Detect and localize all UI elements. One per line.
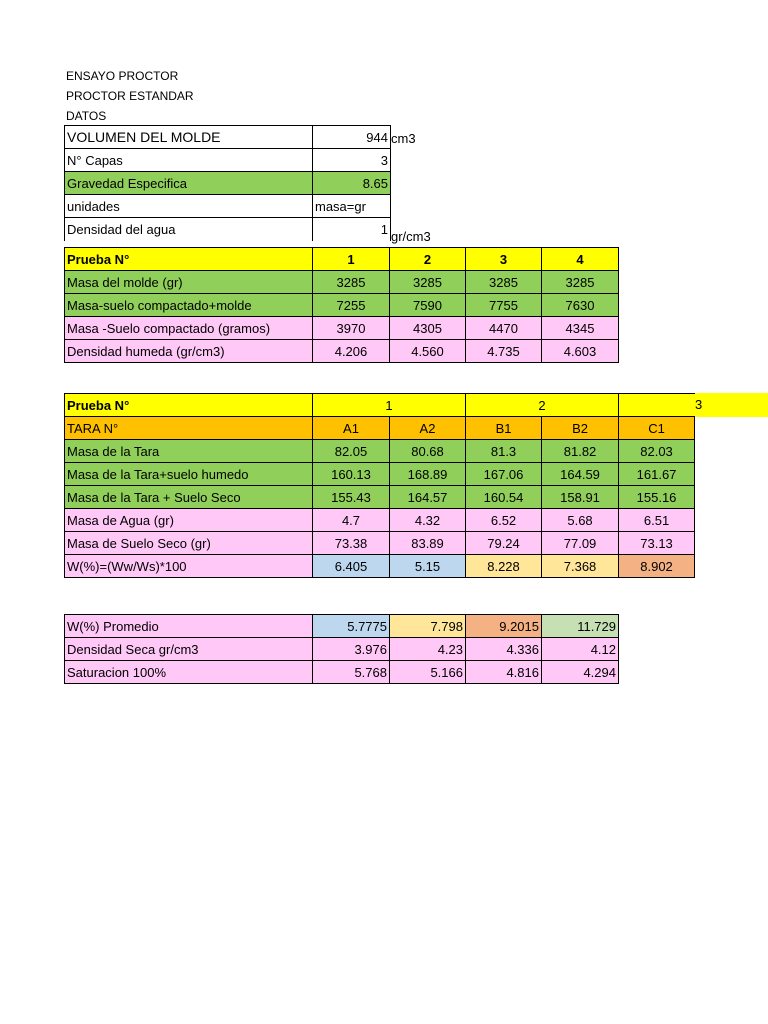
table-cell[interactable]: 167.06 [466, 463, 542, 486]
table-cell[interactable]: 3.976 [313, 638, 390, 661]
table-row [65, 486, 695, 509]
densidad-agua-value[interactable]: 1 [313, 218, 391, 241]
table-cell[interactable]: 82.05 [313, 440, 390, 463]
table-cell[interactable]: 82.03 [619, 440, 695, 463]
capas-value[interactable]: 3 [313, 149, 391, 172]
row-label[interactable]: Masa de la Tara+suelo humedo [65, 463, 313, 486]
row-label[interactable]: W(%)=(Ww/Ws)*100 [65, 555, 313, 578]
densidad-agua-unit: gr/cm3 [391, 229, 431, 244]
report-subtitle: PROCTOR ESTANDAR [66, 89, 194, 103]
table-cell[interactable]: 3285 [390, 271, 466, 294]
row-label[interactable]: Densidad Seca gr/cm3 [65, 638, 313, 661]
row-label[interactable]: Masa-suelo compactado+molde [65, 294, 313, 317]
densidad-agua-label[interactable]: Densidad del agua [65, 218, 313, 241]
table-cell[interactable]: 6.405 [313, 555, 390, 578]
table-cell[interactable]: 168.89 [390, 463, 466, 486]
datos-row-volumen [65, 126, 391, 149]
row-label[interactable]: Masa de Agua (gr) [65, 509, 313, 532]
table-cell[interactable]: 3285 [542, 271, 619, 294]
gravedad-value[interactable]: 8.65 [313, 172, 391, 195]
prueba-header-cell-3-text: 3 [695, 397, 703, 412]
summary-table [64, 614, 619, 684]
table-row [65, 509, 695, 532]
datos-row-gravedad [65, 172, 391, 195]
table-cell[interactable]: 4.603 [542, 340, 619, 363]
table-row [65, 440, 695, 463]
prueba-header-cell[interactable]: 2 [466, 394, 619, 417]
table-cell[interactable]: 4470 [466, 317, 542, 340]
prueba-header-cell[interactable]: 1 [313, 248, 390, 271]
row-label[interactable]: Masa de la Tara [65, 440, 313, 463]
prueba-header-label[interactable]: Prueba N° [65, 248, 313, 271]
table-cell[interactable]: 3285 [466, 271, 542, 294]
report-title: ENSAYO PROCTOR [66, 69, 179, 83]
table-cell[interactable]: 161.67 [619, 463, 695, 486]
volumen-value[interactable]: 944 [313, 126, 391, 149]
table-row [65, 317, 619, 340]
table-cell[interactable]: 83.89 [390, 532, 466, 555]
table-cell[interactable]: 160.54 [466, 486, 542, 509]
prueba-header-row [65, 248, 619, 271]
table-cell[interactable]: 81.82 [542, 440, 619, 463]
table-row [65, 615, 619, 638]
table-cell[interactable]: 3285 [313, 271, 390, 294]
table-cell[interactable]: 8.228 [466, 555, 542, 578]
table-cell[interactable]: 5.68 [542, 509, 619, 532]
prueba-table [64, 247, 619, 363]
table-cell[interactable]: 158.91 [542, 486, 619, 509]
table-cell[interactable]: 4.12 [542, 638, 619, 661]
row-label[interactable]: Masa de la Tara + Suelo Seco [65, 486, 313, 509]
table-cell[interactable]: 7755 [466, 294, 542, 317]
tara-cell[interactable]: B2 [542, 417, 619, 440]
prueba-header-cell[interactable]: 2 [390, 248, 466, 271]
table-cell[interactable]: 4.560 [390, 340, 466, 363]
table-cell[interactable]: 9.2015 [466, 615, 542, 638]
table-cell[interactable]: 4.294 [542, 661, 619, 684]
row-label[interactable]: Saturacion 100% [65, 661, 313, 684]
table-cell[interactable]: 4.32 [390, 509, 466, 532]
tara-label[interactable]: TARA N° [65, 417, 313, 440]
volumen-label[interactable]: VOLUMEN DEL MOLDE [65, 126, 313, 149]
table-cell[interactable]: 4.206 [313, 340, 390, 363]
tara-row [65, 417, 695, 440]
unidades-value[interactable]: masa=gr [313, 195, 391, 218]
table-cell[interactable]: 7.368 [542, 555, 619, 578]
tara-cell[interactable]: A2 [390, 417, 466, 440]
table-row [65, 638, 619, 661]
table-cell[interactable]: 5.7775 [313, 615, 390, 638]
table-cell[interactable]: 6.52 [466, 509, 542, 532]
table-cell[interactable]: 81.3 [466, 440, 542, 463]
table-row [65, 463, 695, 486]
table-cell[interactable]: 4.7 [313, 509, 390, 532]
table-cell[interactable]: 4.23 [390, 638, 466, 661]
table-row [65, 340, 619, 363]
table-cell[interactable]: 5.166 [390, 661, 466, 684]
datos-row-unidades [65, 195, 391, 218]
tara-cell[interactable]: B1 [466, 417, 542, 440]
row-label[interactable]: Masa de Suelo Seco (gr) [65, 532, 313, 555]
table-cell[interactable]: 155.16 [619, 486, 695, 509]
table-row [65, 271, 619, 294]
table-cell[interactable]: 4.336 [466, 638, 542, 661]
row-label[interactable]: Masa del molde (gr) [65, 271, 313, 294]
volumen-unit: cm3 [391, 131, 416, 146]
table-cell[interactable]: 7.798 [390, 615, 466, 638]
table-cell[interactable]: 73.38 [313, 532, 390, 555]
table-cell[interactable]: 11.729 [542, 615, 619, 638]
table-row [65, 532, 695, 555]
table-cell[interactable]: 7630 [542, 294, 619, 317]
prueba-header-cell[interactable]: 4 [542, 248, 619, 271]
tara-table [64, 393, 695, 578]
unidades-label[interactable]: unidades [65, 195, 313, 218]
table-cell[interactable]: 4.735 [466, 340, 542, 363]
tara-cell[interactable]: A1 [313, 417, 390, 440]
prueba-header-cell-spacer [619, 394, 695, 417]
section-label-datos: DATOS [66, 109, 107, 123]
prueba-header-cell[interactable]: 1 [313, 394, 466, 417]
prueba-header-row-2 [65, 394, 695, 417]
table-cell[interactable]: 4305 [390, 317, 466, 340]
table-cell[interactable]: 7590 [390, 294, 466, 317]
table-cell[interactable]: 7255 [313, 294, 390, 317]
table-row [65, 555, 695, 578]
table-cell[interactable]: 155.43 [313, 486, 390, 509]
datos-row-capas [65, 149, 391, 172]
table-cell[interactable]: 73.13 [619, 532, 695, 555]
gravedad-label[interactable]: Gravedad Especifica [65, 172, 313, 195]
table-cell[interactable]: 160.13 [313, 463, 390, 486]
prueba-header-label-2[interactable]: Prueba N° [65, 394, 313, 417]
row-label[interactable]: Masa -Suelo compactado (gramos) [65, 317, 313, 340]
prueba-header-cell[interactable]: 3 [466, 248, 542, 271]
datos-row-densidad-agua [65, 218, 391, 241]
table-cell[interactable]: 77.09 [542, 532, 619, 555]
table-row [65, 294, 619, 317]
table-cell[interactable]: 164.57 [390, 486, 466, 509]
table-cell[interactable]: 164.59 [542, 463, 619, 486]
table-row [65, 661, 619, 684]
table-cell[interactable]: 3970 [313, 317, 390, 340]
tara-cell[interactable]: C1 [619, 417, 695, 440]
capas-label[interactable]: N° Capas [65, 149, 313, 172]
table-cell[interactable]: 5.15 [390, 555, 466, 578]
table-cell[interactable]: 8.902 [619, 555, 695, 578]
datos-table [64, 125, 391, 241]
row-label[interactable]: W(%) Promedio [65, 615, 313, 638]
table-cell[interactable]: 4.816 [466, 661, 542, 684]
table-cell[interactable]: 4345 [542, 317, 619, 340]
table-cell[interactable]: 5.768 [313, 661, 390, 684]
table-cell[interactable]: 6.51 [619, 509, 695, 532]
table-cell[interactable]: 80.68 [390, 440, 466, 463]
row-label[interactable]: Densidad humeda (gr/cm3) [65, 340, 313, 363]
table-cell[interactable]: 79.24 [466, 532, 542, 555]
